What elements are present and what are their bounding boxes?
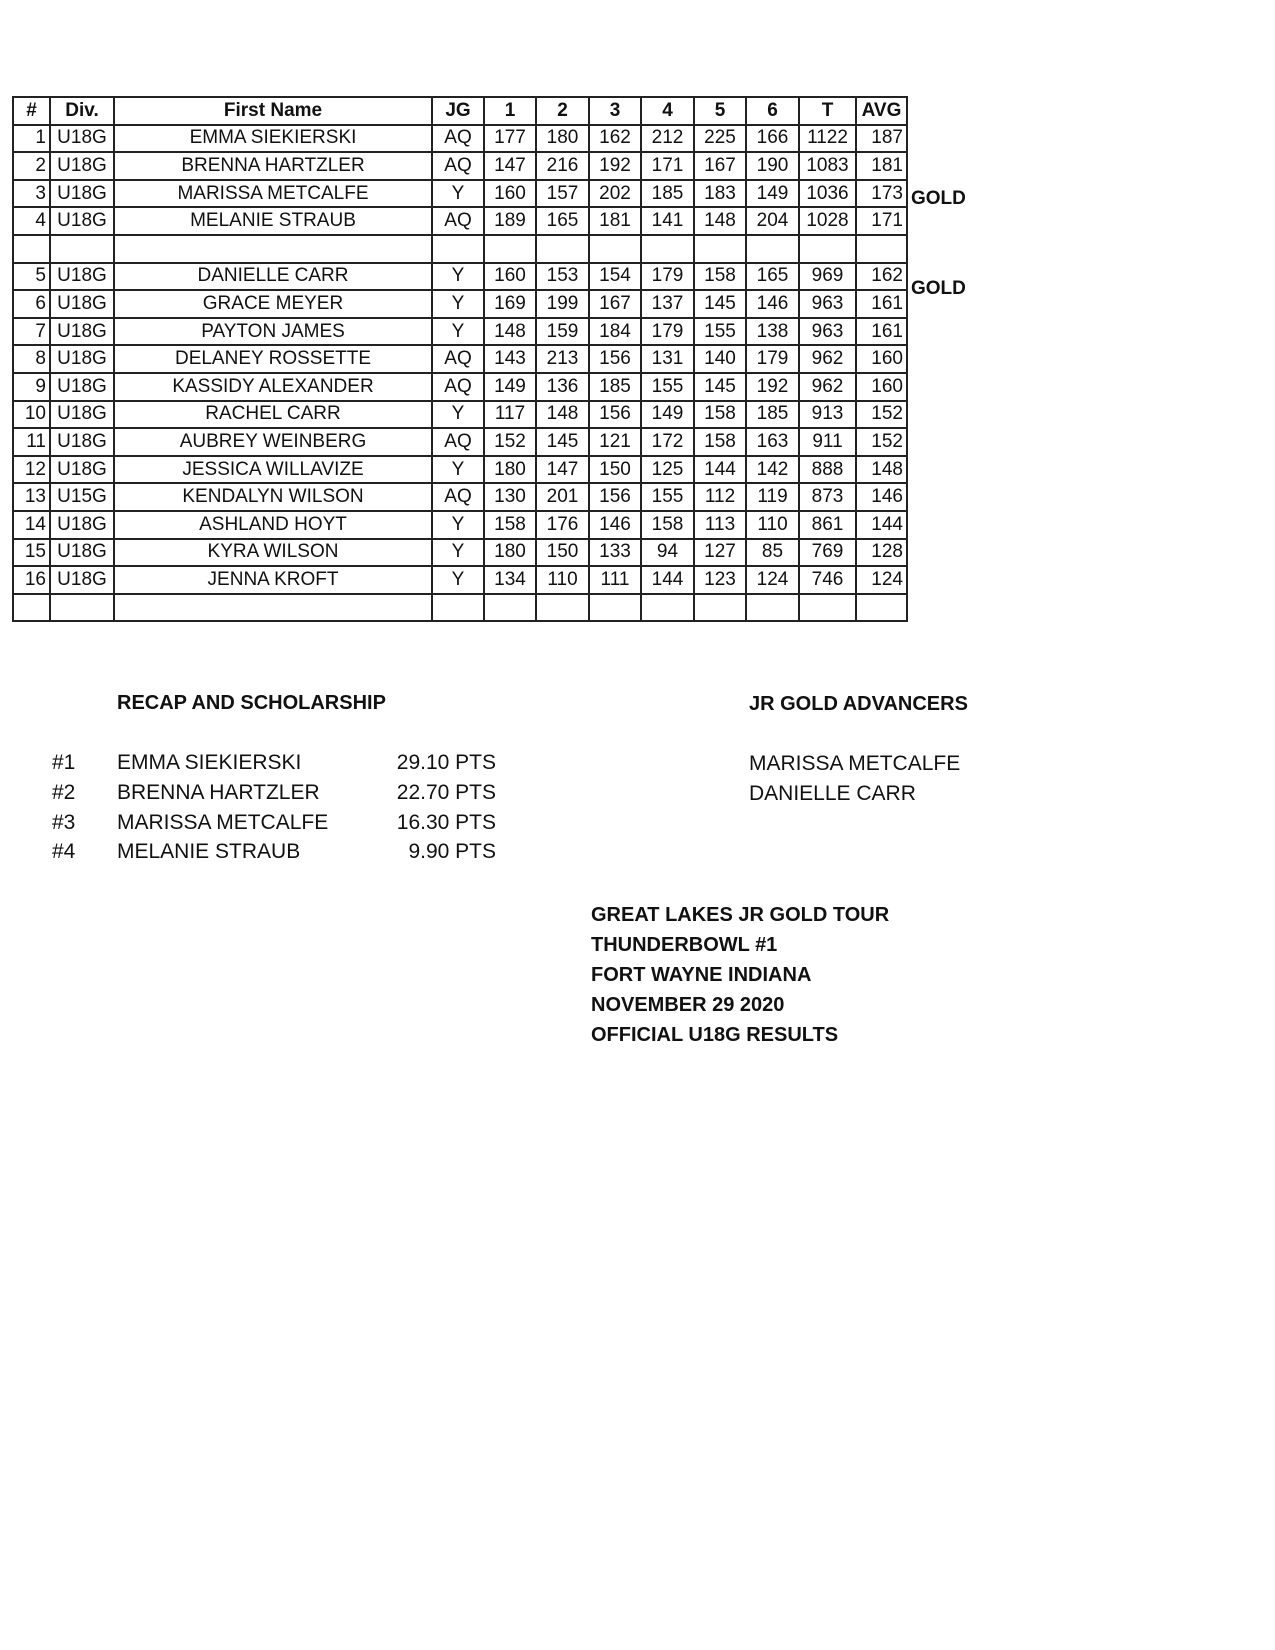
cell-division: U18G bbox=[50, 318, 114, 346]
cell-first-name bbox=[114, 594, 432, 622]
cell-game-3: 167 bbox=[589, 290, 641, 318]
cell-game-4: 179 bbox=[641, 263, 694, 291]
cell-game-6: 149 bbox=[746, 180, 799, 208]
cell-game-5: 140 bbox=[694, 345, 746, 373]
cell-game-3: 133 bbox=[589, 539, 641, 567]
col-header-div: Div. bbox=[50, 97, 114, 125]
cell-first-name bbox=[114, 235, 432, 263]
cell-game-3: 121 bbox=[589, 428, 641, 456]
cell-average: 187 bbox=[856, 125, 907, 153]
cell-total: 769 bbox=[799, 539, 856, 567]
cell-division: U15G bbox=[50, 483, 114, 511]
event-name-line: THUNDERBOWL #1 bbox=[591, 934, 778, 956]
cell-jg: Y bbox=[432, 566, 484, 594]
cell-average bbox=[856, 235, 907, 263]
cell-division: U18G bbox=[50, 207, 114, 235]
cell-average: 162 bbox=[856, 263, 907, 291]
cell-game-6: 124 bbox=[746, 566, 799, 594]
cell-division: U18G bbox=[50, 373, 114, 401]
cell-game-6: 165 bbox=[746, 263, 799, 291]
cell-game-5: 225 bbox=[694, 125, 746, 153]
cell-first-name: KASSIDY ALEXANDER bbox=[114, 373, 432, 401]
cell-game-3 bbox=[589, 235, 641, 263]
cell-division: U18G bbox=[50, 401, 114, 429]
cell-game-3: 156 bbox=[589, 401, 641, 429]
cell-game-6: 179 bbox=[746, 345, 799, 373]
table-row bbox=[13, 152, 907, 180]
cell-rank: 1 bbox=[13, 125, 50, 153]
table-row bbox=[13, 539, 907, 567]
cell-game-5: 167 bbox=[694, 152, 746, 180]
cell-game-2: 180 bbox=[536, 125, 589, 153]
col-header-jg: JG bbox=[432, 97, 484, 125]
cell-game-3: 156 bbox=[589, 483, 641, 511]
cell-game-3: 111 bbox=[589, 566, 641, 594]
cell-game-5: 158 bbox=[694, 428, 746, 456]
cell-average: 171 bbox=[856, 207, 907, 235]
cell-total: 913 bbox=[799, 401, 856, 429]
cell-game-2: 165 bbox=[536, 207, 589, 235]
cell-jg: Y bbox=[432, 180, 484, 208]
cell-game-6: 192 bbox=[746, 373, 799, 401]
cell-game-6: 190 bbox=[746, 152, 799, 180]
cell-game-6: 142 bbox=[746, 456, 799, 484]
table-row bbox=[13, 180, 907, 208]
cell-total: 962 bbox=[799, 373, 856, 401]
cell-game-1: 117 bbox=[484, 401, 536, 429]
cell-game-1: 134 bbox=[484, 566, 536, 594]
cell-game-4: 212 bbox=[641, 125, 694, 153]
recap-rank: #4 bbox=[52, 840, 76, 863]
cell-total: 962 bbox=[799, 345, 856, 373]
cell-first-name: DANIELLE CARR bbox=[114, 263, 432, 291]
cell-game-1: 160 bbox=[484, 263, 536, 291]
col-header-game-5: 5 bbox=[694, 97, 746, 125]
cell-game-6: 163 bbox=[746, 428, 799, 456]
cell-game-4: 171 bbox=[641, 152, 694, 180]
cell-rank: 14 bbox=[13, 511, 50, 539]
cell-division: U18G bbox=[50, 566, 114, 594]
cell-average: 128 bbox=[856, 539, 907, 567]
cell-jg: AQ bbox=[432, 207, 484, 235]
cell-game-2 bbox=[536, 594, 589, 622]
cell-rank: 12 bbox=[13, 456, 50, 484]
cell-average: 152 bbox=[856, 428, 907, 456]
recap-rank: #1 bbox=[52, 751, 76, 774]
cell-rank: 9 bbox=[13, 373, 50, 401]
table-row bbox=[13, 207, 907, 235]
cell-game-2: 157 bbox=[536, 180, 589, 208]
cell-rank: 2 bbox=[13, 152, 50, 180]
cell-game-5: 112 bbox=[694, 483, 746, 511]
col-header-total: T bbox=[799, 97, 856, 125]
advancer-name: DANIELLE CARR bbox=[749, 782, 916, 805]
cell-rank bbox=[13, 235, 50, 263]
cell-first-name: MELANIE STRAUB bbox=[114, 207, 432, 235]
cell-division: U18G bbox=[50, 125, 114, 153]
cell-game-1: 177 bbox=[484, 125, 536, 153]
cell-first-name: JESSICA WILLAVIZE bbox=[114, 456, 432, 484]
recap-points: 16.30 PTS bbox=[396, 811, 496, 834]
cell-game-5 bbox=[694, 235, 746, 263]
cell-game-5: 145 bbox=[694, 373, 746, 401]
cell-game-1: 180 bbox=[484, 456, 536, 484]
table-row bbox=[13, 401, 907, 429]
cell-game-4: 131 bbox=[641, 345, 694, 373]
results-table bbox=[12, 96, 908, 622]
col-header-game-4: 4 bbox=[641, 97, 694, 125]
cell-game-2: 150 bbox=[536, 539, 589, 567]
cell-division: U18G bbox=[50, 290, 114, 318]
cell-average: 160 bbox=[856, 345, 907, 373]
cell-game-4: 144 bbox=[641, 566, 694, 594]
cell-game-6: 119 bbox=[746, 483, 799, 511]
cell-first-name: EMMA SIEKIERSKI bbox=[114, 125, 432, 153]
cell-rank: 3 bbox=[13, 180, 50, 208]
cell-first-name: KYRA WILSON bbox=[114, 539, 432, 567]
cell-total bbox=[799, 235, 856, 263]
cell-jg: AQ bbox=[432, 373, 484, 401]
cell-first-name: ASHLAND HOYT bbox=[114, 511, 432, 539]
cell-first-name: GRACE MEYER bbox=[114, 290, 432, 318]
event-results-line: OFFICIAL U18G RESULTS bbox=[591, 1024, 839, 1046]
recap-points: 22.70 PTS bbox=[396, 781, 496, 804]
cell-game-4: 185 bbox=[641, 180, 694, 208]
cell-average: 144 bbox=[856, 511, 907, 539]
cell-average: 161 bbox=[856, 290, 907, 318]
event-info bbox=[591, 900, 889, 1050]
cell-game-1: 169 bbox=[484, 290, 536, 318]
cell-jg: AQ bbox=[432, 345, 484, 373]
cell-average bbox=[856, 594, 907, 622]
recap-name: MARISSA METCALFE bbox=[117, 811, 329, 834]
cell-game-2: 153 bbox=[536, 263, 589, 291]
cell-game-5: 123 bbox=[694, 566, 746, 594]
cell-average: 181 bbox=[856, 152, 907, 180]
table-row bbox=[13, 318, 907, 346]
cell-game-6: 146 bbox=[746, 290, 799, 318]
cell-jg bbox=[432, 235, 484, 263]
recap-heading: RECAP AND SCHOLARSHIP bbox=[117, 692, 386, 714]
cell-game-5: 127 bbox=[694, 539, 746, 567]
cell-total: 963 bbox=[799, 318, 856, 346]
cell-division: U18G bbox=[50, 539, 114, 567]
recap-item bbox=[0, 811, 600, 841]
cell-game-1 bbox=[484, 235, 536, 263]
cell-game-3: 150 bbox=[589, 456, 641, 484]
cell-first-name: AUBREY WEINBERG bbox=[114, 428, 432, 456]
cell-game-2: 148 bbox=[536, 401, 589, 429]
cell-division: U18G bbox=[50, 345, 114, 373]
cell-game-2: 176 bbox=[536, 511, 589, 539]
cell-game-1 bbox=[484, 594, 536, 622]
cell-total: 861 bbox=[799, 511, 856, 539]
cell-game-2: 136 bbox=[536, 373, 589, 401]
cell-total: 969 bbox=[799, 263, 856, 291]
cell-game-2: 145 bbox=[536, 428, 589, 456]
cell-game-3: 185 bbox=[589, 373, 641, 401]
cell-game-1: 180 bbox=[484, 539, 536, 567]
cell-game-4: 155 bbox=[641, 373, 694, 401]
cell-average: 173 bbox=[856, 180, 907, 208]
cell-first-name: KENDALYN WILSON bbox=[114, 483, 432, 511]
cell-game-3: 202 bbox=[589, 180, 641, 208]
cell-division: U18G bbox=[50, 152, 114, 180]
table-row bbox=[13, 566, 907, 594]
results-body bbox=[13, 125, 907, 622]
cell-average: 148 bbox=[856, 456, 907, 484]
cell-game-1: 147 bbox=[484, 152, 536, 180]
cell-average: 124 bbox=[856, 566, 907, 594]
table-row bbox=[13, 428, 907, 456]
cell-total bbox=[799, 594, 856, 622]
cell-game-4: 125 bbox=[641, 456, 694, 484]
recap-item bbox=[0, 781, 600, 811]
cell-game-1: 130 bbox=[484, 483, 536, 511]
cell-average: 152 bbox=[856, 401, 907, 429]
col-header-first-name: First Name bbox=[114, 97, 432, 125]
cell-game-4: 94 bbox=[641, 539, 694, 567]
cell-game-6: 85 bbox=[746, 539, 799, 567]
cell-game-1: 189 bbox=[484, 207, 536, 235]
cell-rank: 7 bbox=[13, 318, 50, 346]
cell-first-name: RACHEL CARR bbox=[114, 401, 432, 429]
cell-total: 1028 bbox=[799, 207, 856, 235]
cell-game-4: 141 bbox=[641, 207, 694, 235]
col-header-game-2: 2 bbox=[536, 97, 589, 125]
cell-division: U18G bbox=[50, 180, 114, 208]
cell-game-2: 201 bbox=[536, 483, 589, 511]
cell-total: 888 bbox=[799, 456, 856, 484]
table-row bbox=[13, 125, 907, 153]
cell-jg bbox=[432, 594, 484, 622]
cell-game-5: 148 bbox=[694, 207, 746, 235]
cell-total: 911 bbox=[799, 428, 856, 456]
cell-game-6 bbox=[746, 594, 799, 622]
cell-total: 873 bbox=[799, 483, 856, 511]
cell-rank: 10 bbox=[13, 401, 50, 429]
gold-label: GOLD bbox=[911, 188, 966, 209]
cell-division bbox=[50, 594, 114, 622]
cell-jg: AQ bbox=[432, 125, 484, 153]
cell-game-2: 147 bbox=[536, 456, 589, 484]
cell-division: U18G bbox=[50, 511, 114, 539]
cell-total: 1122 bbox=[799, 125, 856, 153]
cell-game-4 bbox=[641, 235, 694, 263]
cell-rank: 13 bbox=[13, 483, 50, 511]
table-row bbox=[13, 290, 907, 318]
table-row bbox=[13, 511, 907, 539]
cell-game-3: 156 bbox=[589, 345, 641, 373]
cell-division bbox=[50, 235, 114, 263]
cell-game-6: 204 bbox=[746, 207, 799, 235]
cell-jg: Y bbox=[432, 263, 484, 291]
table-row bbox=[13, 263, 907, 291]
cell-game-5: 145 bbox=[694, 290, 746, 318]
table-header-row bbox=[13, 97, 907, 125]
cell-rank bbox=[13, 594, 50, 622]
cell-game-4: 179 bbox=[641, 318, 694, 346]
recap-points: 29.10 PTS bbox=[396, 751, 496, 774]
col-header-rank: # bbox=[13, 97, 50, 125]
cell-rank: 4 bbox=[13, 207, 50, 235]
cell-total: 1036 bbox=[799, 180, 856, 208]
table-row bbox=[13, 235, 907, 263]
cell-game-2: 216 bbox=[536, 152, 589, 180]
cell-game-1: 149 bbox=[484, 373, 536, 401]
table-row bbox=[13, 594, 907, 622]
cell-division: U18G bbox=[50, 428, 114, 456]
cell-jg: AQ bbox=[432, 428, 484, 456]
cell-game-5: 158 bbox=[694, 263, 746, 291]
cell-total: 963 bbox=[799, 290, 856, 318]
cell-rank: 8 bbox=[13, 345, 50, 373]
cell-average: 146 bbox=[856, 483, 907, 511]
recap-name: EMMA SIEKIERSKI bbox=[117, 751, 302, 774]
cell-game-5 bbox=[694, 594, 746, 622]
cell-rank: 5 bbox=[13, 263, 50, 291]
cell-jg: Y bbox=[432, 318, 484, 346]
cell-jg: Y bbox=[432, 290, 484, 318]
cell-game-1: 152 bbox=[484, 428, 536, 456]
cell-game-6: 110 bbox=[746, 511, 799, 539]
cell-game-2: 199 bbox=[536, 290, 589, 318]
cell-game-1: 160 bbox=[484, 180, 536, 208]
cell-game-4 bbox=[641, 594, 694, 622]
cell-game-3: 181 bbox=[589, 207, 641, 235]
cell-first-name: MARISSA METCALFE bbox=[114, 180, 432, 208]
cell-jg: Y bbox=[432, 401, 484, 429]
cell-rank: 11 bbox=[13, 428, 50, 456]
cell-game-2: 110 bbox=[536, 566, 589, 594]
cell-division: U18G bbox=[50, 263, 114, 291]
cell-first-name: PAYTON JAMES bbox=[114, 318, 432, 346]
cell-game-2: 213 bbox=[536, 345, 589, 373]
cell-first-name: DELANEY ROSSETTE bbox=[114, 345, 432, 373]
cell-average: 161 bbox=[856, 318, 907, 346]
cell-game-5: 113 bbox=[694, 511, 746, 539]
cell-rank: 6 bbox=[13, 290, 50, 318]
recap-points: 9.90 PTS bbox=[408, 840, 496, 863]
cell-first-name: BRENNA HARTZLER bbox=[114, 152, 432, 180]
cell-game-3: 162 bbox=[589, 125, 641, 153]
cell-jg: Y bbox=[432, 539, 484, 567]
recap-item bbox=[0, 840, 600, 870]
cell-game-4: 155 bbox=[641, 483, 694, 511]
cell-game-4: 172 bbox=[641, 428, 694, 456]
cell-total: 746 bbox=[799, 566, 856, 594]
cell-division: U18G bbox=[50, 456, 114, 484]
recap-rank: #3 bbox=[52, 811, 76, 834]
cell-game-3 bbox=[589, 594, 641, 622]
cell-game-6 bbox=[746, 235, 799, 263]
recap-name: BRENNA HARTZLER bbox=[117, 781, 320, 804]
cell-game-5: 183 bbox=[694, 180, 746, 208]
cell-game-5: 155 bbox=[694, 318, 746, 346]
cell-game-4: 149 bbox=[641, 401, 694, 429]
cell-jg: Y bbox=[432, 511, 484, 539]
cell-game-3: 146 bbox=[589, 511, 641, 539]
col-header-game-3: 3 bbox=[589, 97, 641, 125]
cell-game-6: 138 bbox=[746, 318, 799, 346]
advancers-heading: JR GOLD ADVANCERS bbox=[749, 693, 968, 715]
col-header-game-6: 6 bbox=[746, 97, 799, 125]
recap-rank: #2 bbox=[52, 781, 76, 804]
table-row bbox=[13, 456, 907, 484]
cell-game-5: 144 bbox=[694, 456, 746, 484]
cell-game-3: 154 bbox=[589, 263, 641, 291]
cell-game-5: 158 bbox=[694, 401, 746, 429]
cell-game-6: 166 bbox=[746, 125, 799, 153]
cell-game-2: 159 bbox=[536, 318, 589, 346]
cell-average: 160 bbox=[856, 373, 907, 401]
cell-first-name: JENNA KROFT bbox=[114, 566, 432, 594]
recap-name: MELANIE STRAUB bbox=[117, 840, 301, 863]
cell-game-4: 158 bbox=[641, 511, 694, 539]
cell-jg: AQ bbox=[432, 483, 484, 511]
event-date-line: NOVEMBER 29 2020 bbox=[591, 994, 785, 1016]
cell-game-1: 158 bbox=[484, 511, 536, 539]
col-header-game-1: 1 bbox=[484, 97, 536, 125]
cell-game-4: 137 bbox=[641, 290, 694, 318]
recap-item bbox=[0, 751, 600, 781]
col-header-avg: AVG bbox=[856, 97, 907, 125]
cell-game-2 bbox=[536, 235, 589, 263]
cell-rank: 15 bbox=[13, 539, 50, 567]
cell-game-3: 184 bbox=[589, 318, 641, 346]
advancer-name: MARISSA METCALFE bbox=[749, 752, 961, 775]
table-row bbox=[13, 483, 907, 511]
cell-game-3: 192 bbox=[589, 152, 641, 180]
cell-game-6: 185 bbox=[746, 401, 799, 429]
event-location-line: FORT WAYNE INDIANA bbox=[591, 964, 812, 986]
cell-total: 1083 bbox=[799, 152, 856, 180]
table-row bbox=[13, 373, 907, 401]
cell-game-1: 143 bbox=[484, 345, 536, 373]
cell-game-1: 148 bbox=[484, 318, 536, 346]
cell-rank: 16 bbox=[13, 566, 50, 594]
table-row bbox=[13, 345, 907, 373]
cell-jg: Y bbox=[432, 456, 484, 484]
gold-label: GOLD bbox=[911, 278, 966, 299]
cell-jg: AQ bbox=[432, 152, 484, 180]
event-tour-line: GREAT LAKES JR GOLD TOUR bbox=[591, 904, 890, 926]
